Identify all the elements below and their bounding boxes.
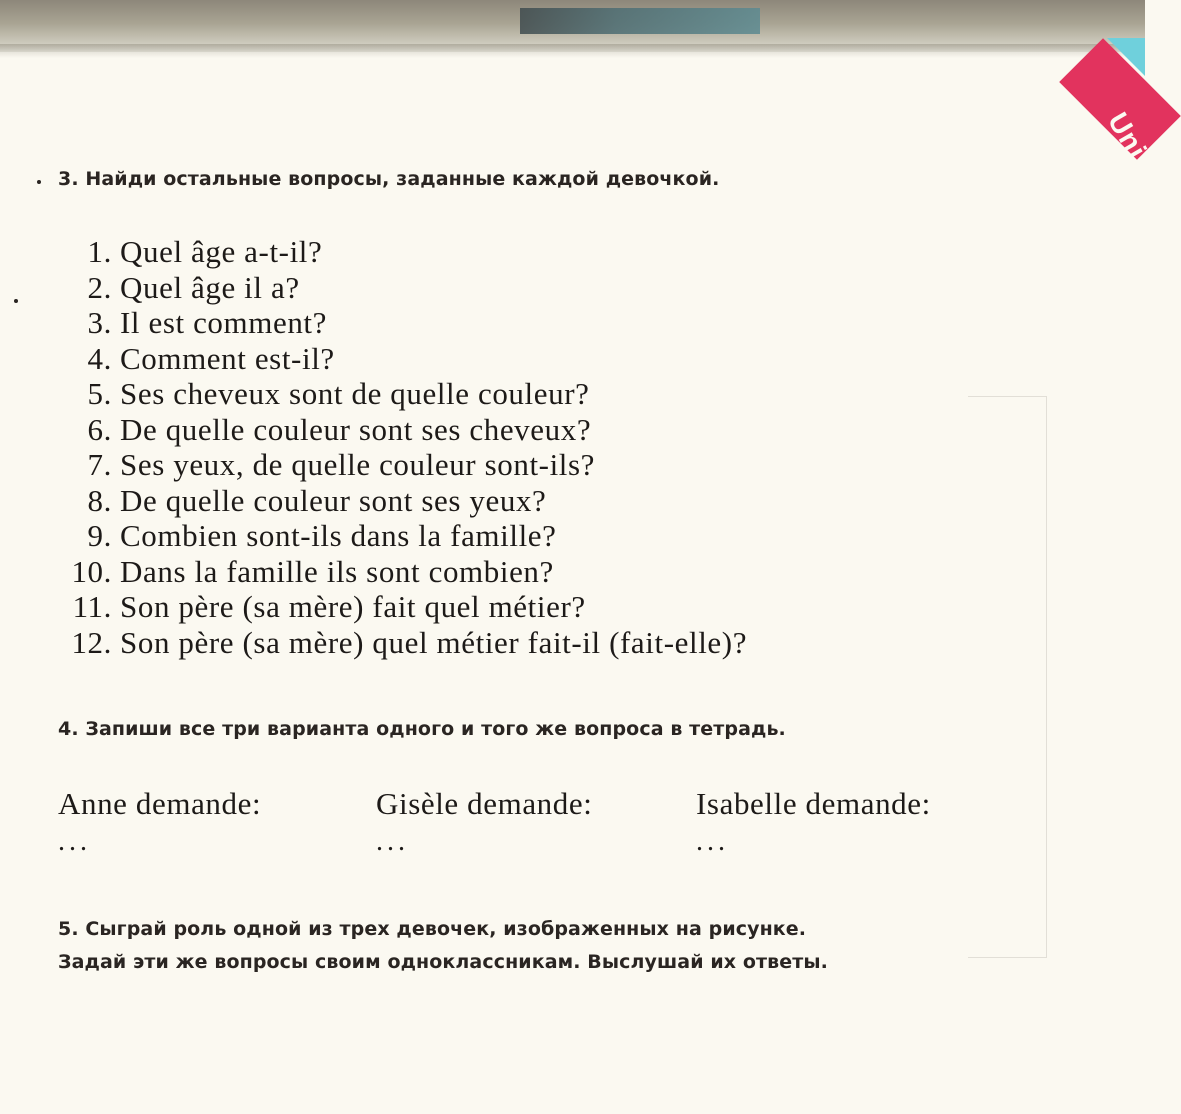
unit-corner-tab <box>1091 38 1153 188</box>
question-text: Son père (sa mère) fait quel métier? <box>120 589 586 624</box>
question-item <box>50 447 747 483</box>
question-item <box>50 305 747 341</box>
question-number: 11. <box>72 589 112 624</box>
anne-answer-dots: ... <box>58 826 91 857</box>
question-number: 4. <box>87 340 112 376</box>
question-text: Quel âge il a? <box>120 269 300 305</box>
question-text: Ses yeux, de quelle couleur sont-ils? <box>120 447 596 482</box>
question-item <box>50 270 747 306</box>
question-item <box>50 376 747 412</box>
question-text: Ses cheveux sont de quelle couleur? <box>120 376 590 411</box>
question-item <box>50 341 747 377</box>
question-number: 8. <box>87 482 112 518</box>
question-number: 9. <box>87 518 112 553</box>
question-number: 6. <box>87 411 112 447</box>
question-item <box>50 412 747 448</box>
task-5-line-1: 5. Сыграй роль одной из трех девочек, изображенных на рисунке. <box>58 918 807 940</box>
question-number: 7. <box>87 447 112 482</box>
question-item <box>50 554 747 590</box>
question-text: Son père (sa mère) quel métier fait-il (fait-elle)? <box>120 624 748 660</box>
task-5-line-2: Задай эти же вопросы своим одноклассникам. Выслушай их ответы. <box>58 951 828 973</box>
page-edge-shadow <box>0 44 1145 58</box>
gisele-demande-label: Gisèle demande: <box>376 786 593 821</box>
corner-tab-label: Uni <box>1101 107 1153 165</box>
scan-speck <box>14 299 18 303</box>
question-item <box>50 518 747 554</box>
question-text: Combien sont-ils dans la famille? <box>120 518 557 553</box>
binding-color-band <box>520 8 760 34</box>
task-4-heading: 4. Запиши все три варианта одного и того же вопроса в тетрадь. <box>58 718 786 740</box>
gisele-answer-dots: ... <box>376 826 409 857</box>
question-text: Dans la famille ils sont combien? <box>120 553 554 589</box>
show-through-frame <box>968 396 1047 958</box>
anne-demande-label: Anne demande: <box>58 786 262 821</box>
question-item <box>50 625 747 661</box>
question-list <box>50 234 747 660</box>
question-number: 3. <box>87 305 112 340</box>
question-text: Comment est-il? <box>120 340 335 376</box>
question-number: 10. <box>71 553 112 589</box>
question-number: 2. <box>87 269 112 305</box>
isabelle-answer-dots: ... <box>696 826 729 857</box>
question-text: De quelle couleur sont ses yeux? <box>120 482 547 518</box>
question-item <box>50 234 747 270</box>
question-text: Quel âge a-t-il? <box>120 234 323 269</box>
question-item <box>50 483 747 519</box>
question-text: De quelle couleur sont ses cheveux? <box>120 411 592 447</box>
scan-speck <box>37 180 41 184</box>
isabelle-demande-label: Isabelle demande: <box>696 786 931 821</box>
question-number: 1. <box>87 234 112 269</box>
question-text: Il est comment? <box>120 305 327 340</box>
task-5-instructions <box>58 913 828 979</box>
task-3-heading: 3. Найди остальные вопросы, заданные каждой девочкой. <box>58 168 720 190</box>
question-number: 5. <box>87 376 112 411</box>
question-item <box>50 589 747 625</box>
question-number: 12. <box>71 624 112 660</box>
